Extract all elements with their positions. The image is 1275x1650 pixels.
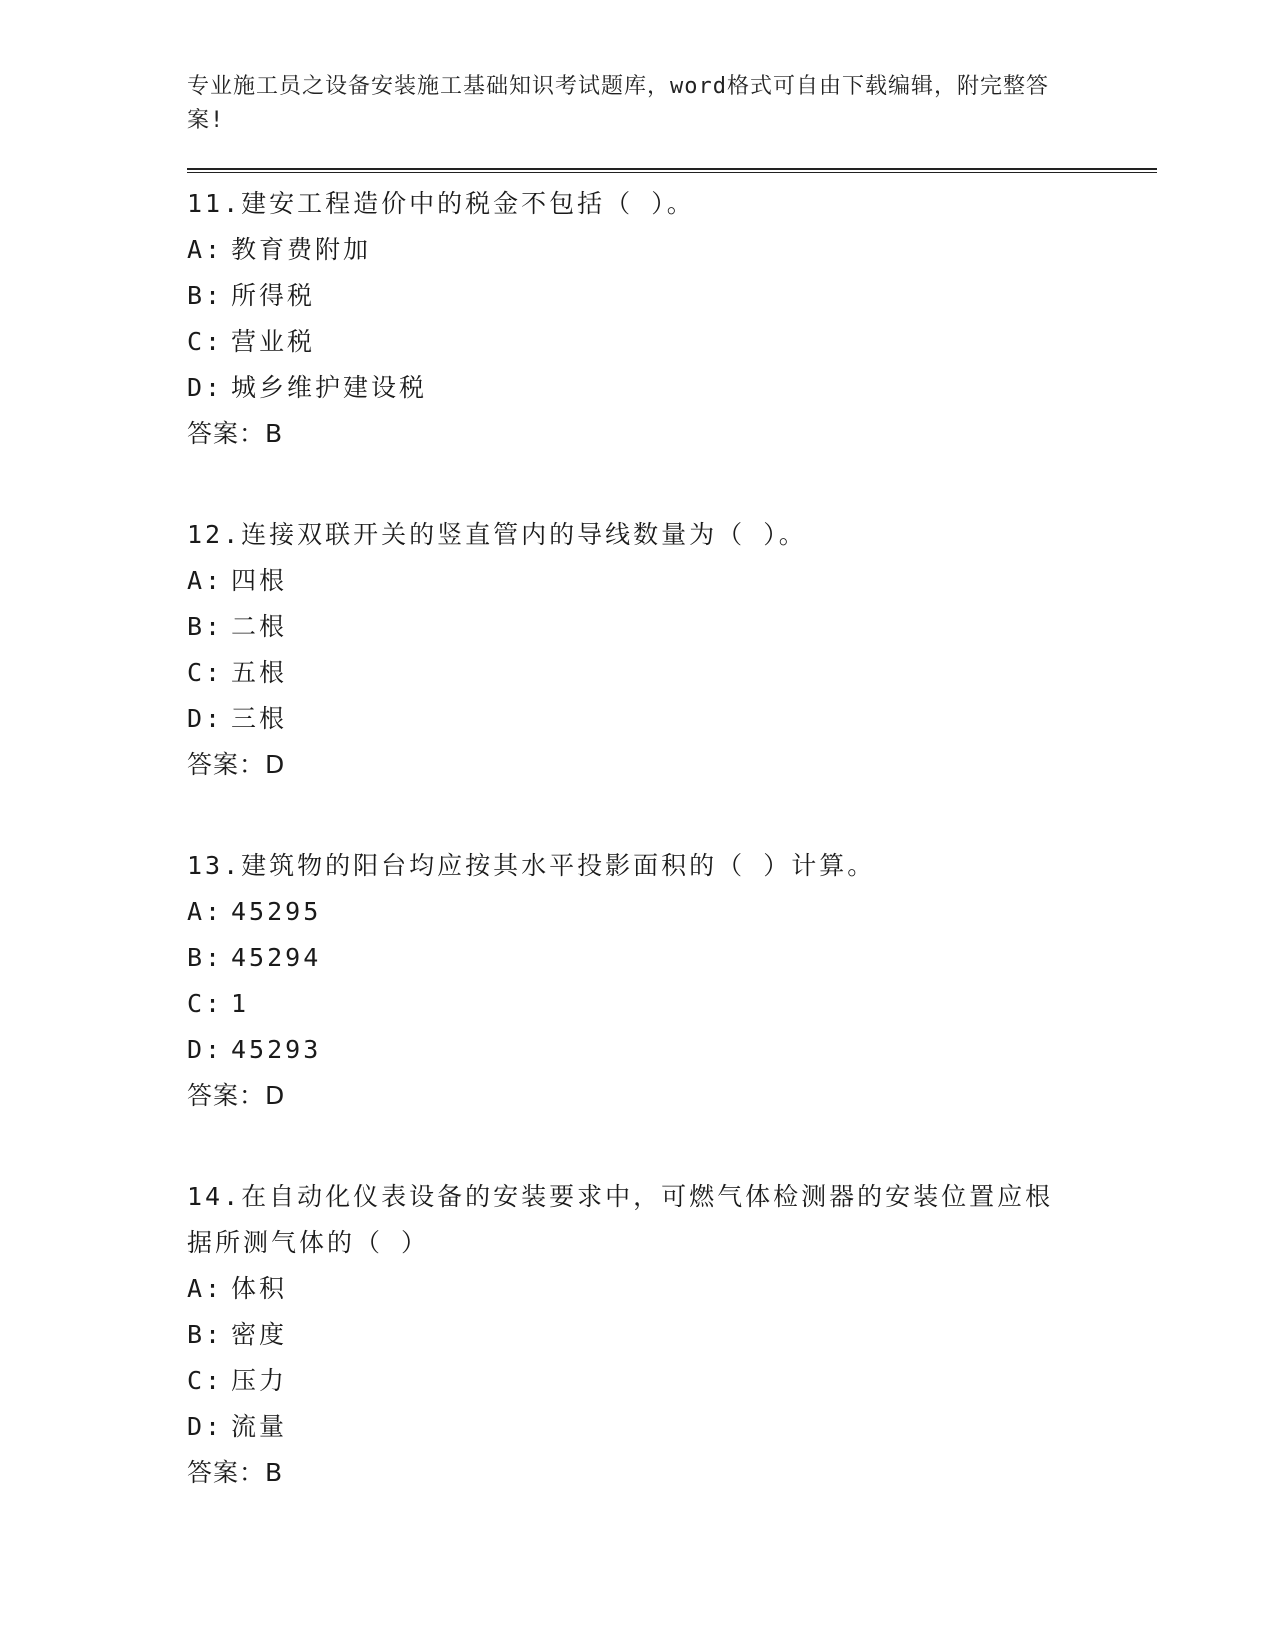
option-letter: A: [187, 566, 224, 595]
option-text: 1 [231, 989, 250, 1018]
option-letter: B: [187, 943, 224, 972]
option-letter: C: [187, 327, 224, 356]
option-text: 流量 [231, 1412, 288, 1441]
option-text: 体积 [231, 1274, 288, 1303]
option-c [187, 319, 1157, 365]
question-text: 11.建安工程造价中的税金不包括（ ）。 [187, 189, 695, 218]
option-a [187, 889, 1157, 935]
question-list [187, 181, 1157, 1496]
question-11 [187, 181, 1157, 457]
option-letter: C: [187, 989, 224, 1018]
option-text: 营业税 [231, 327, 316, 356]
question-text: 13.建筑物的阳台均应按其水平投影面积的（ ）计算。 [187, 851, 876, 880]
option-letter: D: [187, 373, 224, 402]
option-text: 所得税 [231, 281, 316, 310]
option-letter: D: [187, 1412, 224, 1441]
question-text: 12.连接双联开关的竖直管内的导线数量为（ ）。 [187, 520, 807, 549]
option-letter: A: [187, 897, 224, 926]
option-d [187, 696, 1157, 742]
option-a [187, 227, 1157, 273]
option-text: 三根 [231, 704, 288, 733]
option-text: 城乡维护建设税 [231, 373, 428, 402]
option-text: 45294 [231, 943, 322, 972]
option-letter: A: [187, 1274, 224, 1303]
option-letter: A: [187, 235, 224, 264]
option-letter: B: [187, 281, 224, 310]
option-b [187, 604, 1157, 650]
option-b [187, 935, 1157, 981]
option-text: 密度 [231, 1320, 288, 1349]
option-c [187, 981, 1157, 1027]
option-text: 教育费附加 [231, 235, 372, 264]
document-header: 专业施工员之设备安装施工基础知识考试题库，word格式可自由下载编辑，附完整答案! [187, 74, 1049, 133]
option-letter: C: [187, 658, 224, 687]
option-c [187, 1358, 1157, 1404]
question-12 [187, 512, 1157, 788]
document-page [187, 0, 1157, 1551]
question-13 [187, 843, 1157, 1119]
option-letter: D: [187, 704, 224, 733]
option-text: 压力 [231, 1366, 288, 1395]
answer-line: 答案：B [187, 419, 284, 448]
option-text: 五根 [231, 658, 288, 687]
option-text: 四根 [231, 566, 288, 595]
header-divider [187, 168, 1157, 173]
option-b [187, 273, 1157, 319]
option-text: 45293 [231, 1035, 322, 1064]
option-a [187, 1266, 1157, 1312]
question-text: 14.在自动化仪表设备的安装要求中，可燃气体检测器的安装位置应根据所测气体的（ ） [187, 1182, 1054, 1257]
option-text: 45295 [231, 897, 322, 926]
option-letter: B: [187, 612, 224, 641]
option-text: 二根 [231, 612, 288, 641]
question-14 [187, 1174, 1157, 1496]
option-letter: D: [187, 1035, 224, 1064]
answer-line: 答案：D [187, 1081, 286, 1110]
answer-line: 答案：B [187, 1458, 284, 1487]
option-d [187, 1027, 1157, 1073]
option-c [187, 650, 1157, 696]
option-b [187, 1312, 1157, 1358]
option-letter: C: [187, 1366, 224, 1395]
option-d [187, 1404, 1157, 1450]
option-d [187, 365, 1157, 411]
option-letter: B: [187, 1320, 224, 1349]
option-a [187, 558, 1157, 604]
answer-line: 答案：D [187, 750, 286, 779]
